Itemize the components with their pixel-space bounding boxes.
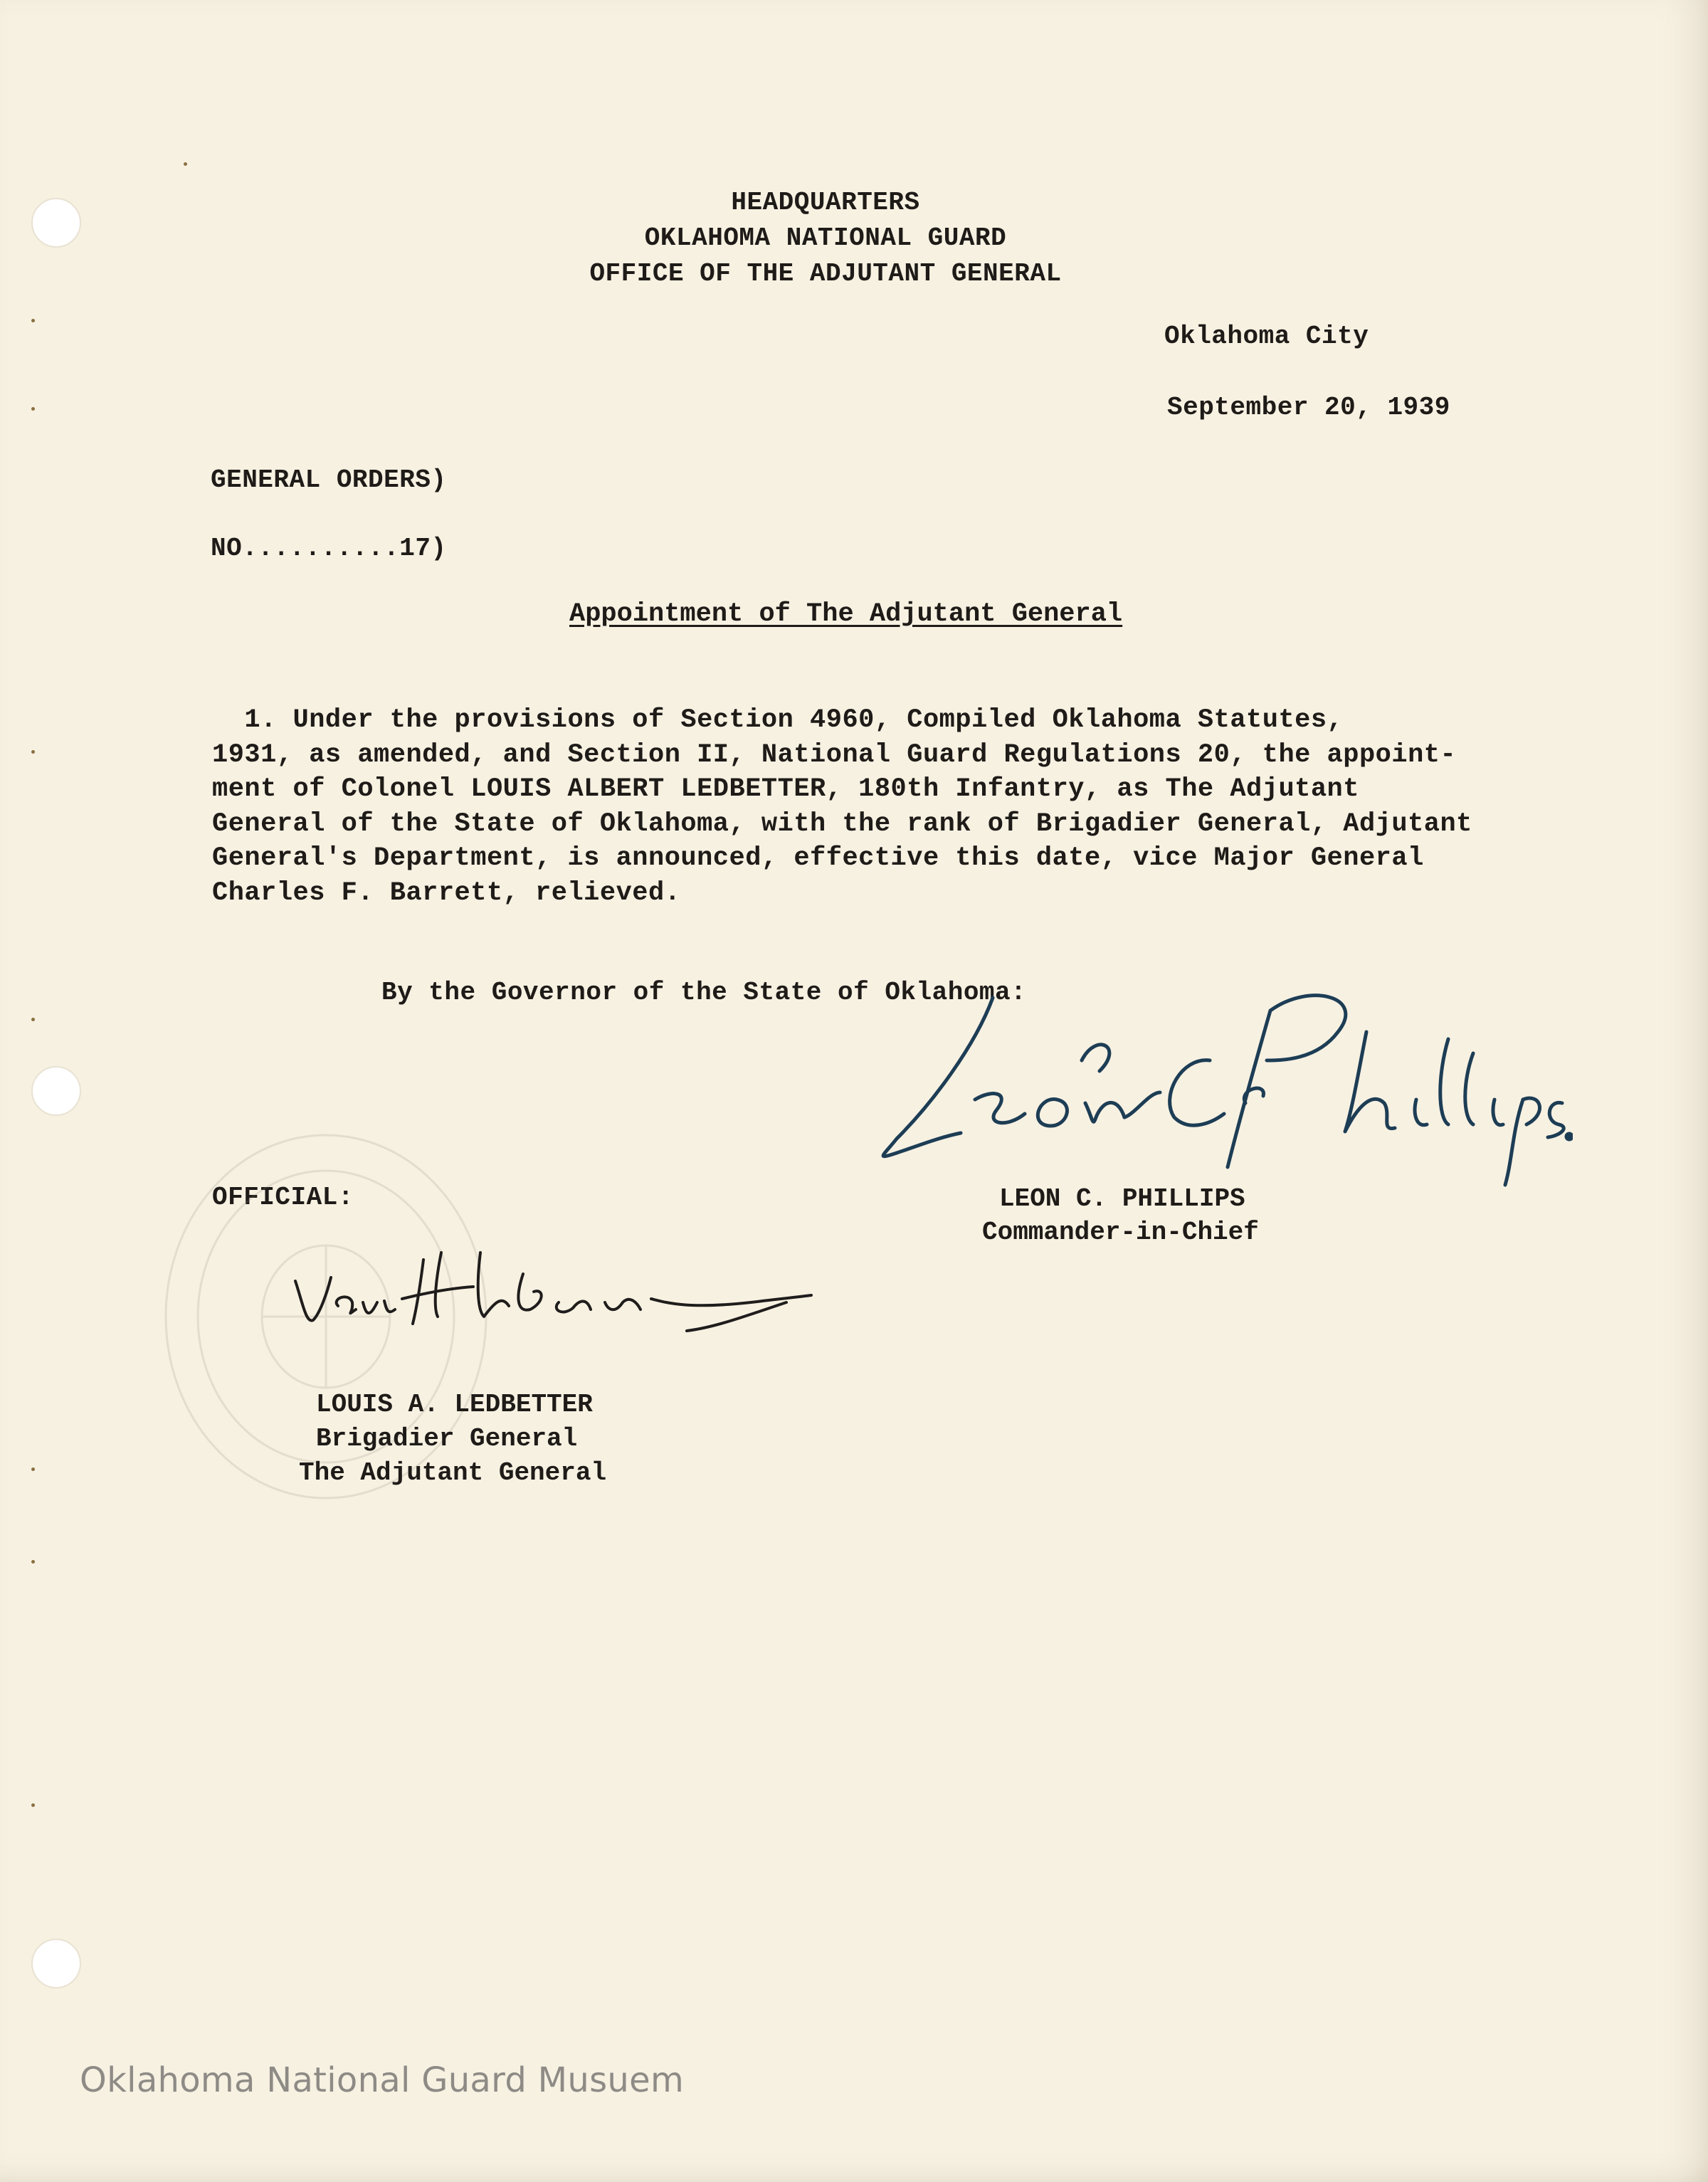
punch-hole-middle [31, 1066, 81, 1116]
body-line: General of the State of Oklahoma, with the rank of Brigadier General, Adjutant [212, 808, 1472, 839]
body-line: ment of Colonel LOUIS ALBERT LEDBETTER, 180th Infantry, as The Adjutant [212, 774, 1359, 804]
governor-name: LEON C. PHILLIPS [999, 1184, 1245, 1213]
body-line: Charles F. Barrett, relieved. [212, 877, 681, 908]
paper-speck [31, 1560, 35, 1564]
paper-speck [184, 162, 187, 166]
official-label: OFFICIAL: [212, 1183, 354, 1212]
governor-title-block [982, 1147, 1259, 1318]
adjutant-rank: Brigadier General [316, 1424, 578, 1453]
adjutant-title: The Adjutant General [299, 1458, 607, 1487]
date: September 20, 1939 [1167, 393, 1450, 422]
body-line: 1. Under the provisions of Section 4960, Compiled Oklahoma Statutes, [212, 705, 1344, 735]
paper-speck [31, 1018, 35, 1021]
order-number: NO..........17) [211, 534, 447, 563]
paper-speck [31, 319, 35, 322]
subject-line: Appointment of The Adjutant General [569, 599, 1123, 629]
adjutant-title-block [299, 1388, 606, 1559]
body-line: 1931, as amended, and Section II, National Guard Regulations 20, the appoint- [212, 739, 1457, 770]
adjutant-name: LOUIS A. LEDBETTER [316, 1390, 593, 1419]
place: Oklahoma City [1164, 322, 1369, 351]
museum-watermark: Oklahoma National Guard Musuem [80, 2060, 685, 2100]
paper-speck [31, 407, 35, 411]
paper-speck [31, 1803, 35, 1807]
letterhead-line-1: HEADQUARTERS [731, 188, 920, 217]
paper-speck [31, 1467, 35, 1471]
letterhead-line-2: OKLAHOMA NATIONAL GUARD [644, 223, 1007, 253]
paper-speck [31, 750, 35, 754]
letterhead [541, 185, 1110, 292]
order-body [212, 703, 1564, 910]
governor-intro: By the Governor of the State of Oklahoma: [381, 978, 1027, 1007]
governor-title: Commander-in-Chief [982, 1218, 1259, 1247]
punch-hole-bottom [31, 1939, 81, 1988]
general-orders-label: GENERAL ORDERS) [211, 465, 447, 495]
body-line: General's Department, is announced, effective this date, vice Major General [212, 843, 1424, 873]
letterhead-line-3: OFFICE OF THE ADJUTANT GENERAL [589, 259, 1062, 288]
punch-hole-top [31, 198, 81, 248]
